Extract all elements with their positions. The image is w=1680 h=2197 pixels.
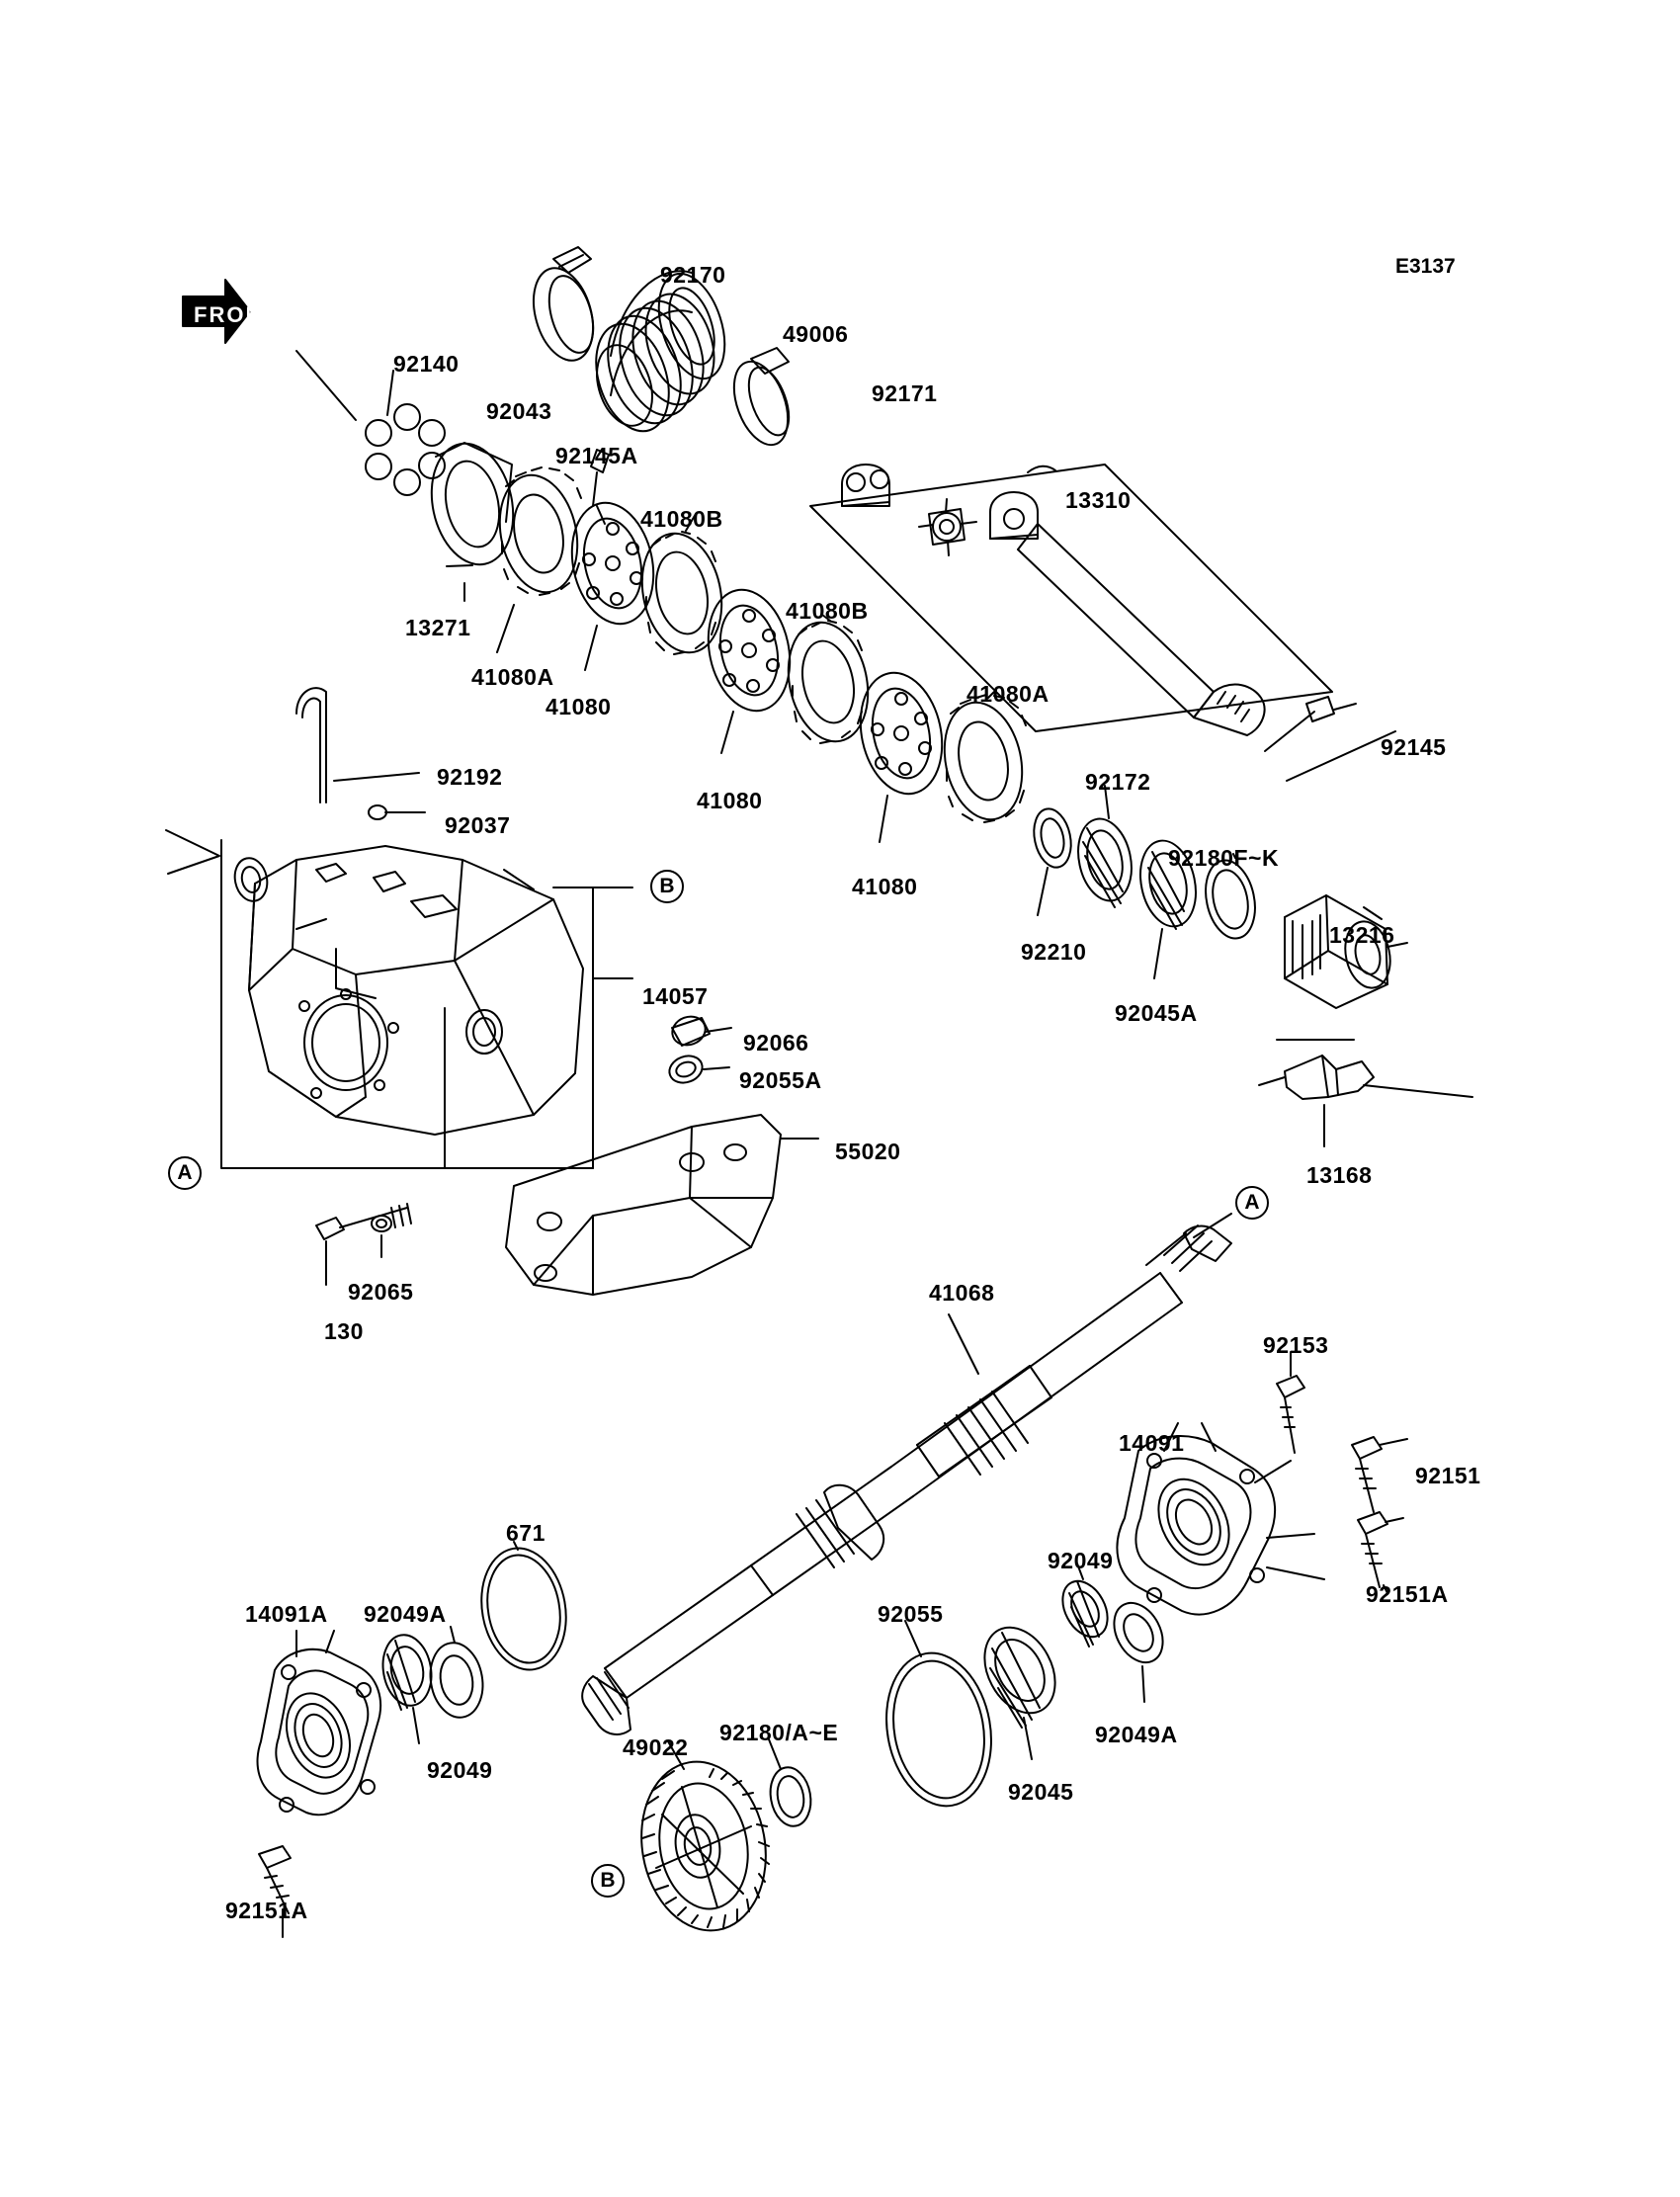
part-label-41080-2: 41080 (697, 788, 763, 813)
part-label-14091A: 14091A (245, 1601, 328, 1627)
part-label-92043: 92043 (486, 398, 552, 424)
part-label-92037: 92037 (445, 812, 511, 838)
part-label-92180FK: 92180F~K (1168, 845, 1280, 871)
part-label-41080B-2: 41080B (786, 598, 869, 624)
part-label-49022: 49022 (623, 1734, 689, 1760)
part-label-92045: 92045 (1008, 1779, 1074, 1805)
part-label-92192: 92192 (437, 764, 503, 790)
part-label-92145: 92145 (1381, 734, 1447, 760)
part-label-14091: 14091 (1119, 1430, 1185, 1456)
part-label-92151A-r: 92151A (1366, 1581, 1449, 1607)
part-label-92065: 92065 (348, 1279, 414, 1305)
part-label-92140: 92140 (393, 351, 460, 377)
part-label-92171: 92171 (872, 380, 938, 406)
part-label-41080B-1: 41080B (640, 506, 723, 532)
callout-a-left: A (168, 1156, 202, 1190)
part-label-92049-l: 92049 (427, 1757, 493, 1783)
part-label-92066: 92066 (743, 1030, 809, 1056)
part-label-130: 130 (324, 1318, 364, 1344)
part-label-92153: 92153 (1263, 1332, 1329, 1358)
part-label-92180AE: 92180/A~E (719, 1720, 839, 1745)
front-direction-label: FRONT (194, 302, 279, 327)
part-label-13310: 13310 (1065, 487, 1132, 513)
part-label-671: 671 (506, 1520, 546, 1546)
part-label-41080A-2: 41080A (966, 681, 1050, 707)
part-label-92145A: 92145A (555, 443, 638, 468)
part-label-41068: 41068 (929, 1280, 995, 1306)
callout-a-right: A (1235, 1186, 1269, 1220)
part-label-92049A-l: 92049A (364, 1601, 447, 1627)
part-label-92210: 92210 (1021, 939, 1087, 965)
part-label-92045A: 92045A (1115, 1000, 1198, 1026)
part-label-92055: 92055 (878, 1601, 944, 1627)
part-label-92151: 92151 (1415, 1463, 1481, 1488)
part-label-55020: 55020 (835, 1139, 901, 1164)
part-label-49006: 49006 (783, 321, 849, 347)
part-label-14057: 14057 (642, 983, 709, 1009)
part-label-92151A-l: 92151A (225, 1898, 308, 1923)
part-label-41080-3: 41080 (852, 874, 918, 899)
part-label-92170: 92170 (660, 262, 726, 288)
diagram-id: E3137 (1395, 255, 1456, 278)
callout-b-top: B (650, 870, 684, 903)
callout-b-bottom: B (591, 1864, 625, 1898)
part-label-13271: 13271 (405, 615, 471, 640)
part-label-92055A: 92055A (739, 1067, 822, 1093)
part-label-41080A-1: 41080A (471, 664, 554, 690)
part-label-92049-r: 92049 (1048, 1548, 1114, 1573)
part-label-41080-1: 41080 (546, 694, 612, 719)
part-label-92172: 92172 (1085, 769, 1151, 795)
part-label-13216: 13216 (1329, 922, 1395, 948)
part-label-92049A-r: 92049A (1095, 1722, 1178, 1747)
part-label-13168: 13168 (1306, 1162, 1373, 1188)
